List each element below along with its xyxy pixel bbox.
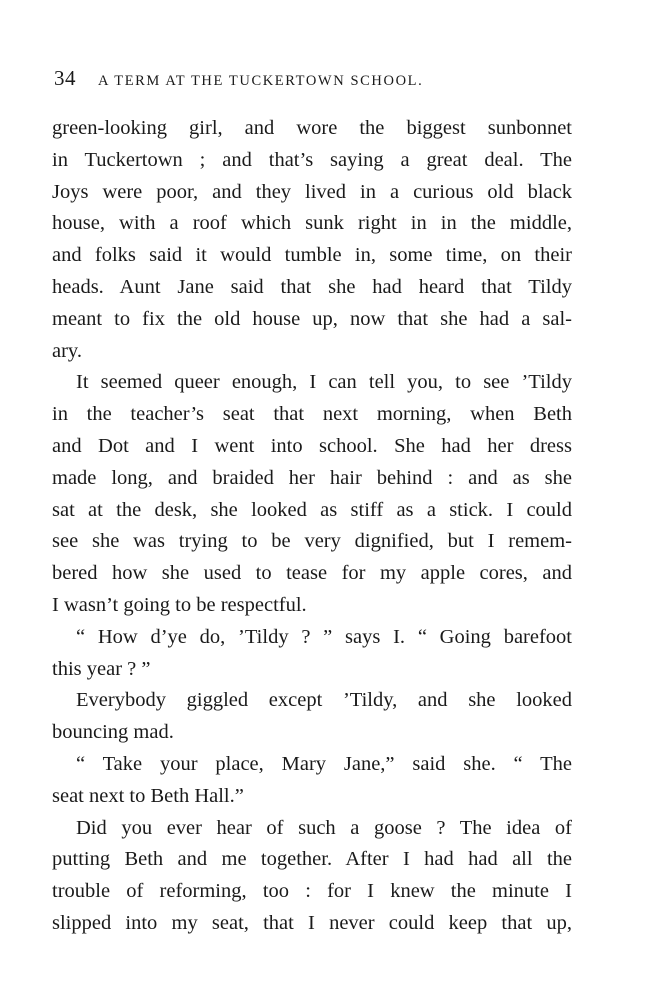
text-line: this year ? ” [52,657,151,680]
text-line: It seemed queer enough, I can tell you, to see ’Tildy [76,371,572,394]
text-line: I wasn’t going to be respectful. [52,593,307,616]
text-line: trouble of reforming, too : for I knew the minute I [52,880,572,903]
text-line: made long, and braided her hair behind : and as she [52,466,572,489]
text-line: “ Take your place, Mary Jane,” said she. “ The [76,752,572,775]
text-line: Everybody giggled except ’Tildy, and she looked [76,689,572,712]
text-line: ary. [52,339,82,362]
text-line: Did you ever hear of such a goose ? The idea of [76,816,572,839]
text-line: in the teacher’s seat that next morning, when Beth [52,403,572,426]
text-line: slipped into my seat, that I never could keep that up, [52,911,572,934]
text-line: Joys were poor, and they lived in a curious old black [52,180,572,203]
text-line: and folks said it would tumble in, some time, on their [52,244,572,267]
text-line: see she was trying to be very dignified, but I remem- [52,530,572,553]
text-line: green-looking girl, and wore the biggest sunbonnet [52,117,572,139]
text-line: and Dot and I went into school. She had her dress [52,434,572,457]
running-head: A TERM AT THE TUCKERTOWN SCHOOL. [98,73,424,89]
text-line: in Tuckertown ; and that’s saying a great deal. The [52,148,572,171]
text-line: sat at the desk, she looked as stiff as a stick. I could [52,498,572,521]
text-line: house, with a roof which sunk right in in the middle, [52,212,572,235]
text-line: “ How d’ye do, ’Tildy ? ” says I. “ Going barefoot [76,625,572,648]
text-line: seat next to Beth Hall.” [52,784,244,807]
text-line: bouncing mad. [52,721,174,744]
text-line: putting Beth and me together. After I had had all the [52,848,572,871]
text-line: bered how she used to tease for my apple cores, and [52,562,572,585]
page-number: 34 [54,66,76,90]
text-line: meant to fix the old house up, now that she had a sal- [52,307,572,330]
text-line: heads. Aunt Jane said that she had heard that Tildy [52,275,572,298]
body-text [52,113,572,940]
page-header [54,66,574,102]
